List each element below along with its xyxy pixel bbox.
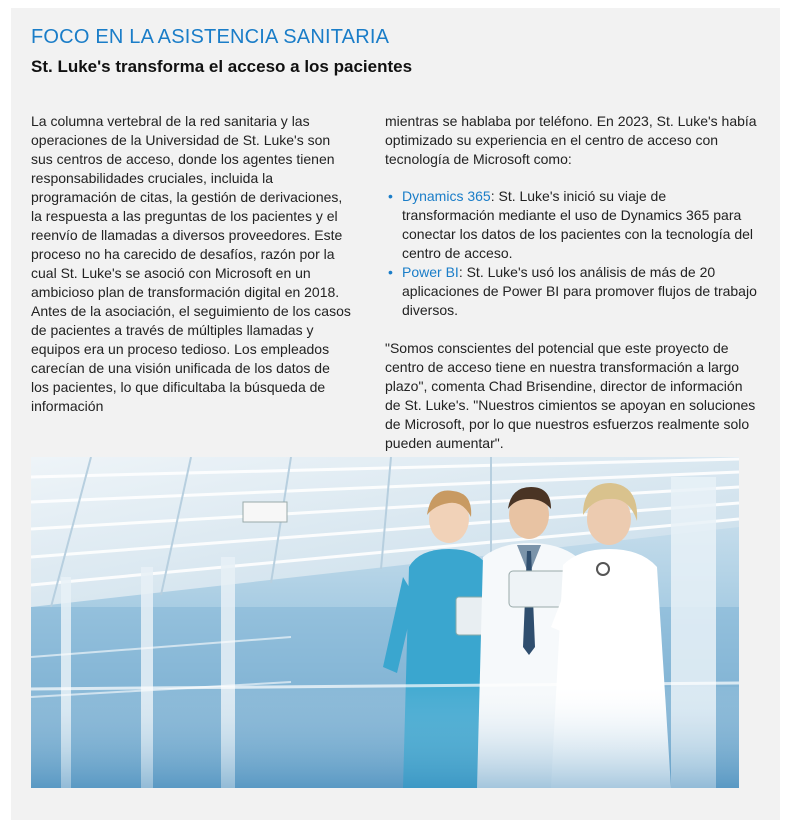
product-term-dynamics: Dynamics 365 (402, 188, 491, 204)
hospital-staff-photo (31, 457, 739, 788)
list-item (385, 187, 757, 263)
quote-paragraph: "Somos conscientes del potencial que este proyecto de centro de acceso tiene en nuestra transformación a largo plazo", comenta Chad Brisendine, director de información de St. Luke's. "Nuestros cimientos se apoyan en soluciones de Microsoft, por lo que nuestros esfuerzos realmente solo pueden aumentar". (385, 340, 756, 451)
left-column (31, 112, 351, 416)
product-term-powerbi: Power BI (402, 264, 459, 280)
technology-list (385, 187, 757, 320)
section-kicker: FOCO EN LA ASISTENCIA SANITARIA (31, 26, 390, 48)
right-intro-paragraph: mientras se hablaba por teléfono. En 2023, St. Luke's había optimizado su experiencia en el centro de acceso con tecnología de Microsoft como: (385, 113, 757, 167)
right-column (385, 112, 757, 453)
article-title: St. Luke's transforma el acceso a los pacientes (31, 57, 413, 76)
bullet-icon: • (388, 188, 393, 204)
photo-illustration (31, 457, 739, 788)
left-paragraph: La columna vertebral de la red sanitaria y las operaciones de la Universidad de St. Luke's son sus centros de acceso, donde los agentes tienen responsabilidades cruciales, incluida la programación de citas, la gestión de derivaciones, la respuesta a las preguntas de los pacientes y el reenvío de llamadas a diversos proveedores. Este proceso no ha carecido de desafíos, razón por la cual St. Luke's se asoció con Microsoft en un ambicioso plan de transformación digital en 2018. Antes de la asociación, el seguimiento de los casos de pacientes a través de múltiples llamadas y equipos era un proceso tedioso. Los empleados carecían de una visión unificada de los datos de los pacientes, lo que dificultaba la búsqueda de información (31, 113, 351, 414)
bullet-text: : St. Luke's inició su viaje de transformación mediante el uso de Dynamics 365 para conectar los datos de los pacientes con la tecnología del centro de acceso. (402, 188, 754, 261)
bullet-icon: • (388, 264, 393, 280)
list-item (385, 263, 757, 320)
bullet-text: : St. Luke's usó los análisis de más de 20 aplicaciones de Power BI para promover flujos de trabajo diversos. (402, 264, 757, 318)
